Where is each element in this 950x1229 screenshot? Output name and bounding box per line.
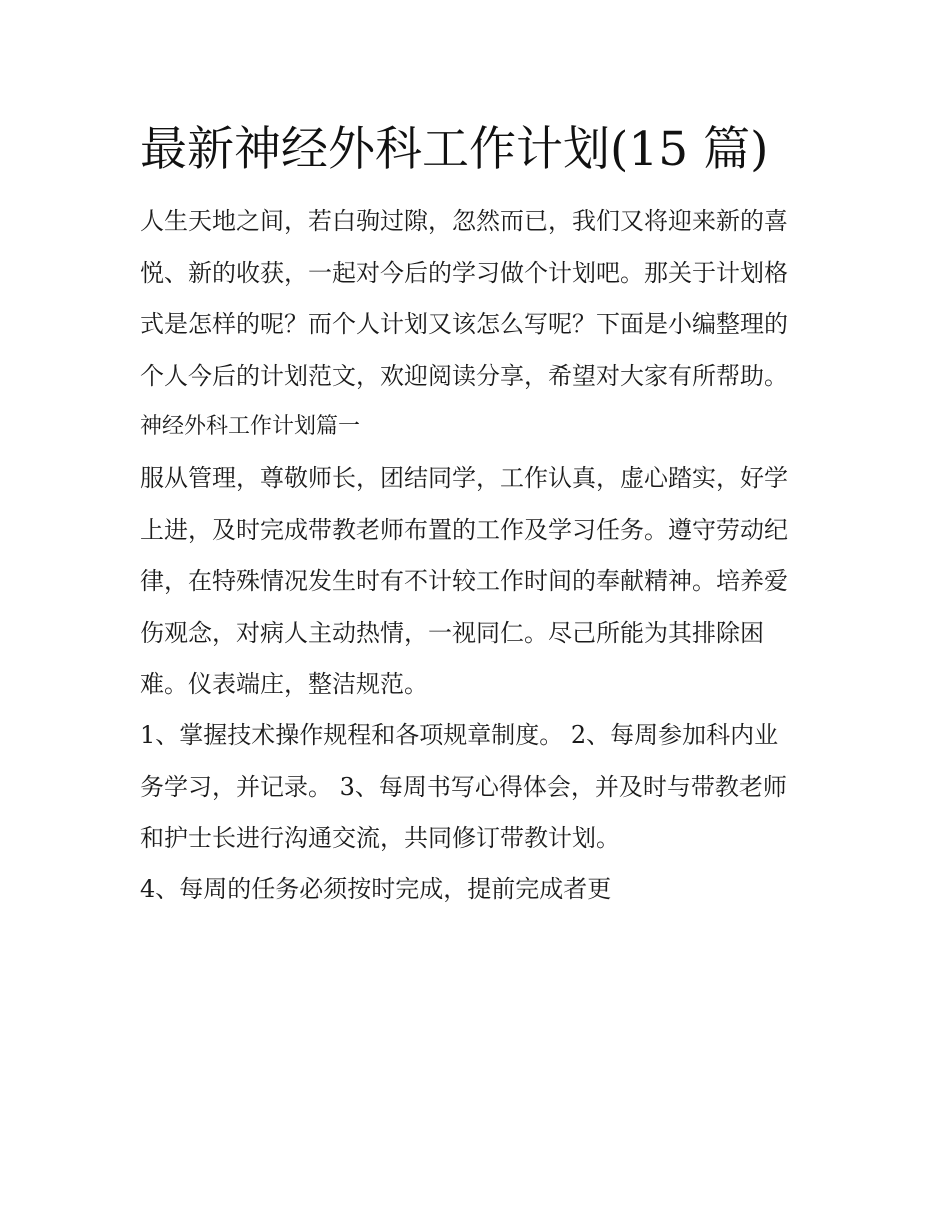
- paragraph-item-four: [140, 874, 820, 926]
- text-line: 1、掌握技术操作规程和各项规章制度。 2、每周参加科内业: [140, 721, 779, 749]
- text-line: 服从管理，尊敬师长，团结同学，工作认真，虚心踏实，好学: [140, 464, 788, 492]
- intro-paragraph: [140, 206, 820, 412]
- text-line: 个人今后的计划范文，欢迎阅读分享，希望对大家有所帮助。: [140, 361, 788, 390]
- section-heading: 神经外科工作计划篇一: [140, 414, 361, 439]
- text-line: 务学习，并记录。 3、每周书写心得体会，并及时与带教老师: [140, 772, 787, 801]
- text-line: 难。仪表端庄，整洁规范。: [140, 670, 428, 698]
- text-line: 4、每周的任务必须按时完成，提前完成者更: [140, 875, 612, 903]
- text-line: 悦、新的收获，一起对今后的学习做个计划吧。那关于计划格: [140, 258, 788, 287]
- document-title: 最新神经外科工作计划(15 篇): [140, 122, 769, 177]
- text-line: 和护士长进行沟通交流，共同修订带教计划。: [140, 824, 620, 852]
- text-line: 伤观念，对病人主动热情，一视同仁。尽己所能为其排除困: [140, 618, 764, 647]
- text-line: 式是怎样的呢？而个人计划又该怎么写呢？下面是小编整理的: [140, 310, 788, 338]
- text-line: 上进，及时完成带教老师布置的工作及学习任务。遵守劳动纪: [140, 515, 788, 544]
- paragraph-duties: [140, 463, 820, 721]
- text-line: 律，在特殊情况发生时有不计较工作时间的奉献精神。培养爱: [140, 567, 788, 595]
- text-line: 人生天地之间，若白驹过隙，忽然而已，我们又将迎来新的喜: [140, 207, 788, 235]
- paragraph-numbered-items: [140, 720, 820, 875]
